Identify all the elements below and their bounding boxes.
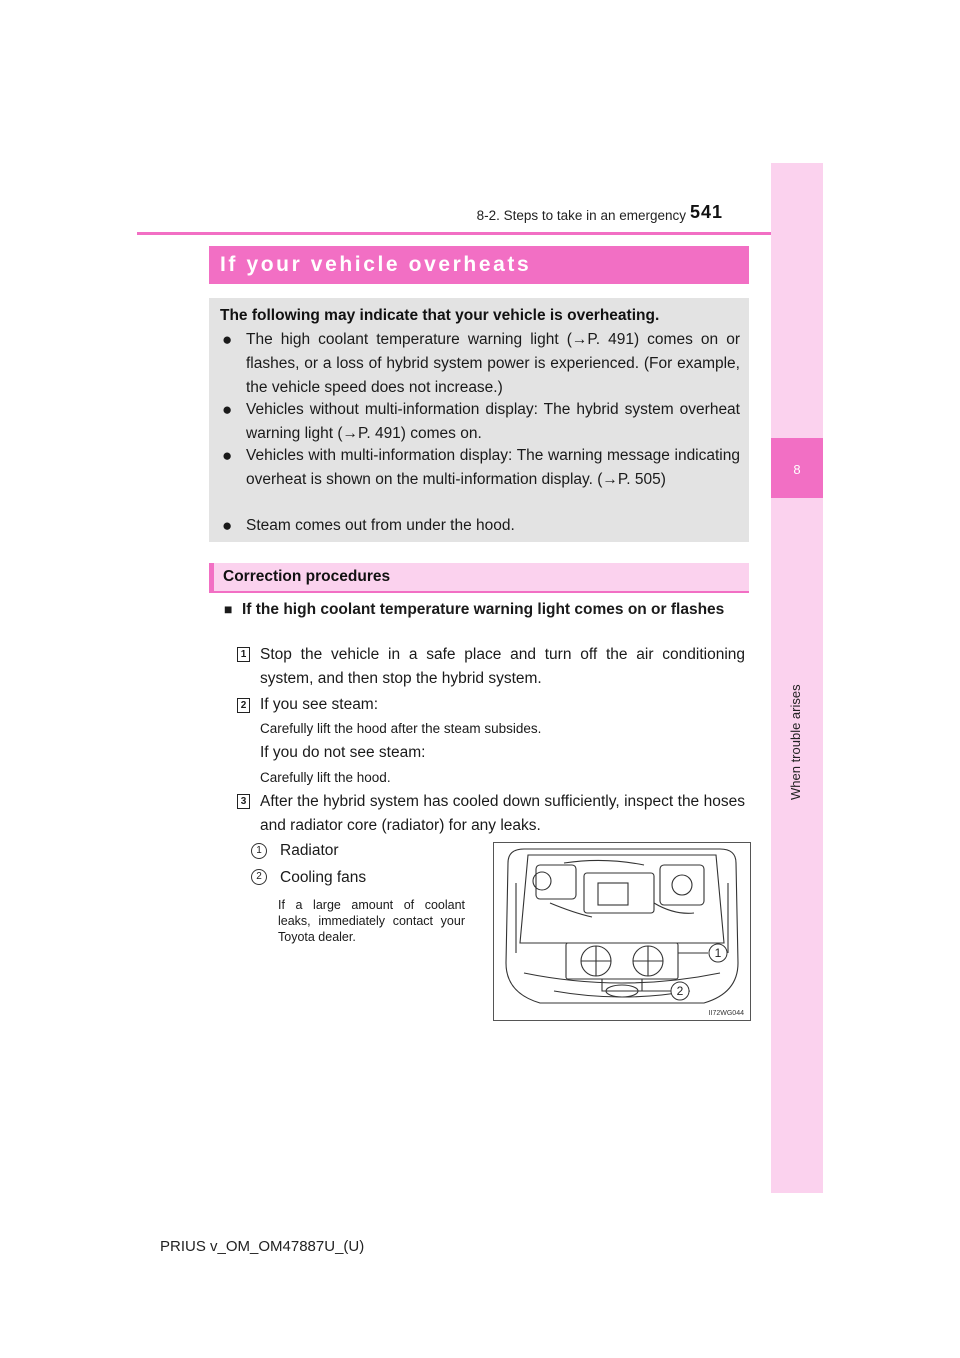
chapter-label: When trouble arises [788,684,803,800]
square-bullet-icon: ■ [224,601,233,617]
subsection-accent [209,563,214,593]
step-number-badge: 3 [237,794,250,809]
intro-bullet-text: Vehicles with multi-information display: The warning message indicating overheat is shown on the multi-information display. (→P. 505) [246,447,740,488]
intro-bullet [222,398,740,446]
item-heading: If the high coolant temperature warning light comes on or flashes [242,601,725,618]
intro-bullet [222,328,740,400]
chapter-label-container [771,500,823,820]
intro-bullet-text: Steam comes out from under the hood. [246,517,515,534]
illustration-callout-1: 1 [714,946,722,960]
bullet-dot-icon: ● [222,516,233,535]
step-number-badge: 2 [237,698,250,713]
illustration-code: II72WG044 [708,1010,744,1017]
intro-bullet [222,514,740,538]
illustration-callout-2: 2 [676,984,684,998]
illustration-note: If a large amount of coolant leaks, immediately contact your Toyota dealer. [278,898,465,944]
bullet-dot-icon: ● [222,400,233,419]
step-text: If you see steam: [260,696,379,713]
subsection-title: Correction procedures [223,568,391,585]
intro-heading: The following may indicate that your vehicle is overheating. [220,307,660,324]
callout-number: 1 [251,843,267,859]
callout-number: 2 [251,869,267,885]
header-section-title: 8-2. Steps to take in an emergency [476,208,686,223]
engine-compartment-drawing [494,843,750,1020]
intro-bullet [222,444,740,492]
step-text: Stop the vehicle in a safe place and turn off the air conditioning system, and then stop the hybrid system. [260,646,745,687]
document-footer: PRIUS v_OM_OM47887U_(U) [160,1238,365,1255]
step-alt-text: If you do not see steam: [260,744,426,761]
bullet-dot-icon: ● [222,330,233,349]
step-note: Carefully lift the hood after the steam subsides. [260,721,542,736]
header-divider [137,232,823,235]
intro-bullet-text: Vehicles without multi-information display: The hybrid system overheat warning light (→P. 491) comes on. [246,401,740,442]
callout-label-cooling-fans: Cooling fans [280,869,367,886]
engine-compartment-illustration [493,842,751,1021]
step-text: After the hybrid system has cooled down sufficiently, inspect the hoses and radiator core (radiator) for any leaks. [260,793,745,834]
step-alt-note: Carefully lift the hood. [260,770,391,785]
page-number: 541 [690,202,724,222]
callout-label-radiator: Radiator [280,842,339,859]
chapter-number: 8 [793,462,801,477]
intro-bullet-text: The high coolant temperature warning light (→P. 491) comes on or flashes, or a loss of hybrid system power is experienced. (For example, the vehicle speed does not increase.) [246,331,740,396]
bullet-dot-icon: ● [222,446,233,465]
step-number-badge: 1 [237,647,250,662]
section-title: If your vehicle overheats [220,253,532,276]
